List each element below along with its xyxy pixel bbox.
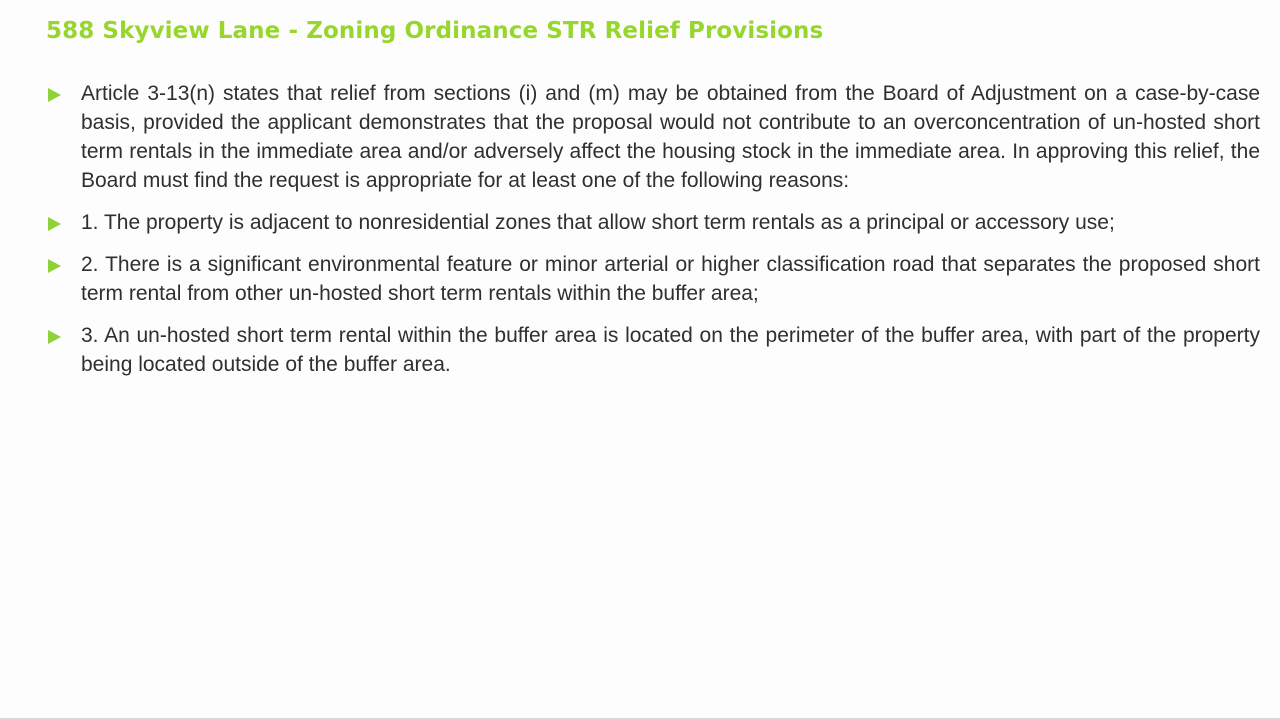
triangle-right-icon: [48, 217, 61, 231]
bullet-item: [44, 79, 1260, 195]
bullet-text: 3. An un-hosted short term rental within the buffer area is located on the perimeter of the buffer area, with part of the property being located outside of the buffer area.: [81, 324, 1260, 376]
triangle-right-icon: [48, 88, 61, 102]
triangle-right-icon: [48, 259, 61, 273]
bullet-item: [44, 250, 1260, 308]
bullet-item: [44, 321, 1260, 379]
bullet-list: [44, 79, 1260, 392]
bullet-item: [44, 208, 1260, 237]
bullet-text: 1. The property is adjacent to nonresidential zones that allow short term rentals as a principal or accessory use;: [81, 211, 1115, 234]
slide-title: 588 Skyview Lane - Zoning Ordinance STR Relief Provisions: [46, 18, 824, 44]
triangle-right-icon: [48, 330, 61, 344]
bullet-text: Article 3-13(n) states that relief from sections (i) and (m) may be obtained from the Board of Adjustment on a case-by-case basis, provided the applicant demonstrates that the proposal would not contribute to an overconcentration of un-hosted short term rentals in the immediate area and/or adversely affect the housing stock in the immediate area. In approving this relief, the Board must find the request is appropriate for at least one of the following reasons:: [81, 82, 1260, 192]
bullet-text: 2. There is a significant environmental feature or minor arterial or higher classification road that separates the proposed short term rental from other un-hosted short term rentals within the buffer area;: [81, 253, 1260, 305]
